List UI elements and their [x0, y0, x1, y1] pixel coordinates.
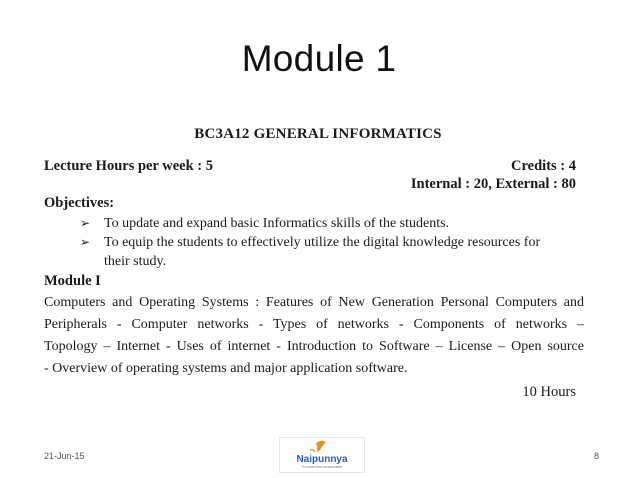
naipunnya-logo-mark-icon: [280, 438, 364, 472]
footer-date: 21-Jun-15: [44, 451, 85, 461]
svg-text:To reach the unreachable: To reach the unreachable: [301, 465, 343, 469]
objectives-heading: Objectives:: [44, 195, 115, 211]
objective-item: [44, 233, 584, 271]
page-number: 8: [594, 451, 600, 461]
course-title: BC3A12 GENERAL INFORMATICS: [194, 126, 442, 142]
module-hours: 10 Hours: [522, 384, 576, 400]
naipunnya-logo: [279, 437, 365, 473]
objective-text: To equip the students to effectively utilize the digital knowledge resources for: [104, 235, 541, 250]
svg-text:Naipunnya: Naipunnya: [296, 454, 348, 465]
credits: Credits : 4: [511, 158, 576, 174]
arrow-bullet-icon: ➢: [80, 235, 91, 249]
lecture-hours: Lecture Hours per week : 5: [44, 158, 214, 174]
module-line: Peripherals - Computer networks - Types of networks - Components of networks –: [44, 317, 584, 332]
objective-text-continued: their study.: [104, 254, 167, 269]
marks-distribution: Internal : 20, External : 80: [410, 176, 576, 192]
hours-credits-row: [44, 158, 584, 176]
module-heading: Module I: [44, 273, 101, 289]
syllabus-document: [44, 126, 584, 401]
module-line: Computers and Operating Systems : Features of New Generation Personal Computers and: [44, 295, 584, 310]
objective-text: To update and expand basic Informatics skills of the students.: [104, 216, 450, 231]
slide-title: Module 1: [241, 38, 397, 79]
module-description: [44, 292, 584, 380]
objective-item: [44, 214, 584, 233]
arrow-bullet-icon: ➢: [80, 216, 91, 230]
module-line: Topology – Internet - Uses of internet - Introduction to Software – License – Open source: [44, 339, 584, 354]
module-line: - Overview of operating systems and major application software.: [44, 361, 408, 376]
